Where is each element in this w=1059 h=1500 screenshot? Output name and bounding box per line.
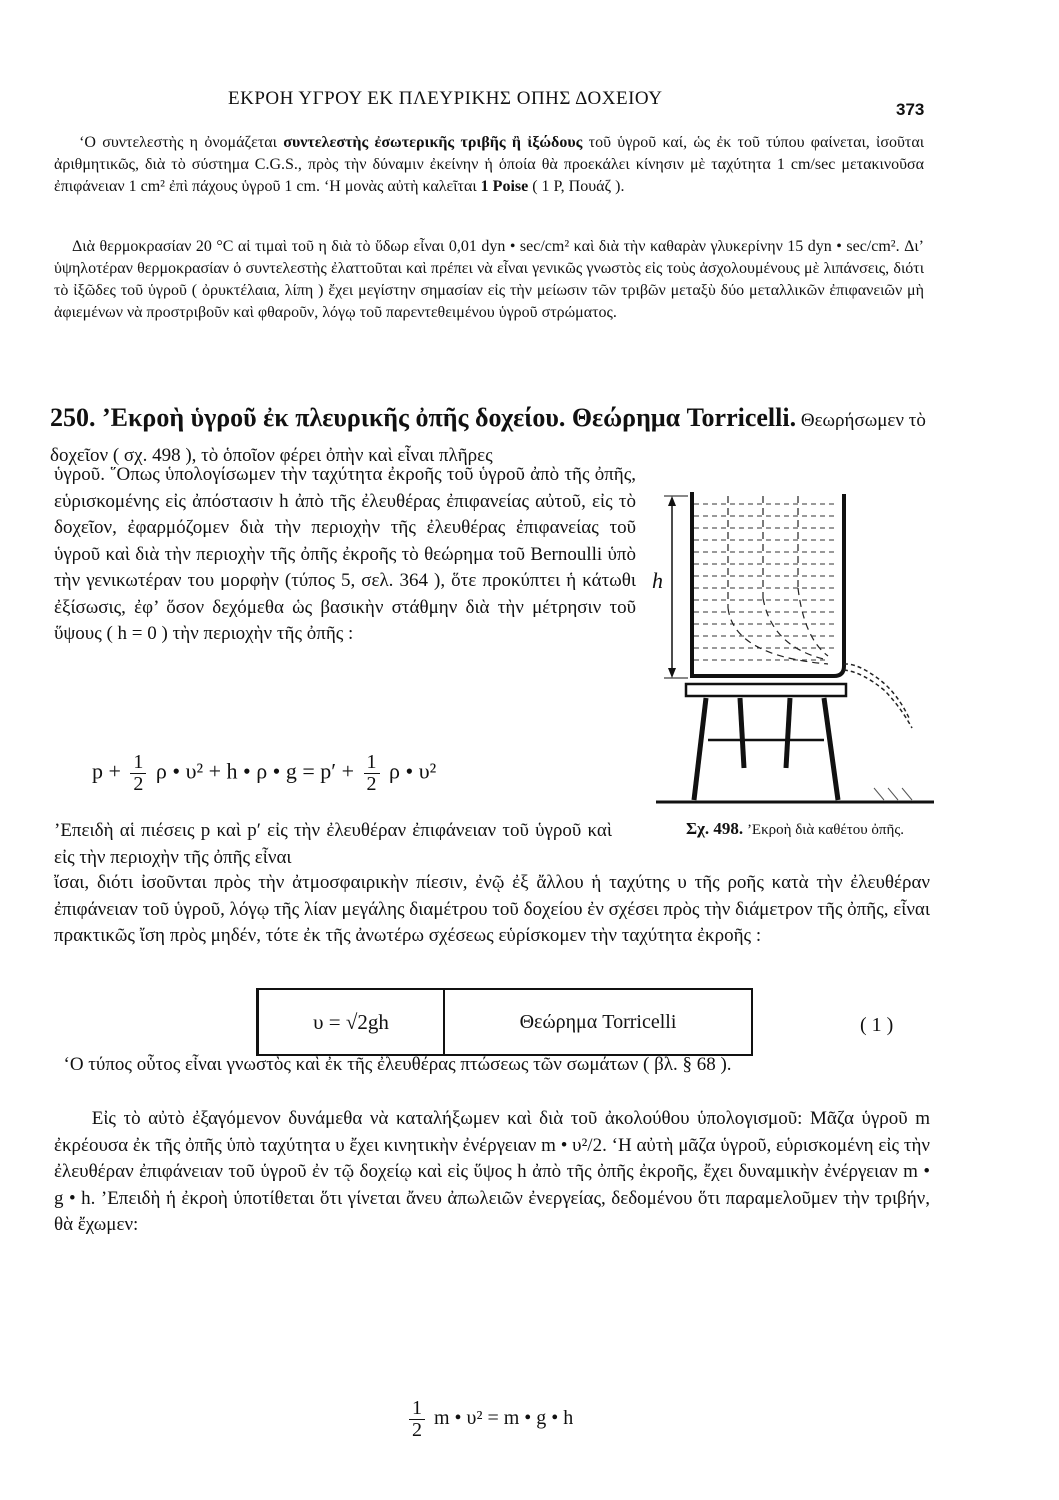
page-number: 373 bbox=[896, 100, 925, 119]
caption-label: Σχ. 498. bbox=[685, 819, 744, 838]
figure-caption bbox=[680, 818, 910, 841]
para1-text-b: τοῦ ὑγροῦ καί, ὡς ἐκ τοῦ τύπου φαίνεται, ἰσοῦται ἀριθμητικῶς, διὰ τὸ σύστημα C.G.S., πρὸς τὴν δύναμιν ἐκείνην ἡ ὁποία θὰ προεκάλει κίνησιν μὲ ταχύτητα 1 cm/sec μετακινοῦσα ἐπιφάνειαν 1 cm² ἐπὶ πάχους ὑγροῦ 1 cm. ‘Η μονὰς αὐτὴ καλεῖται bbox=[54, 134, 925, 195]
paragraph-bernoulli: ὑγροῦ. ῞Οπως ὑπολογίσωμεν τὴν ταχύτητα ἐκροῆς τοῦ ὑγροῦ ἀπὸ τῆς ὀπῆς, εὑρισκομένης εἰς ἀπόστασιν h ἀπὸ τῆς ἐλευθέρας ἐπιφανείας αὐτοῦ, εἰς τὸ δοχεῖον, ἐφαρμόζομεν διὰ τὴν περιοχὴν τῆς ἐλευθέρας ἐπιφανείας τοῦ ὑγροῦ καὶ διὰ τὴν περιοχὴν τῆς ὀπῆς ἐκροῆς τὸ θεώρημα τοῦ Bernoulli ὑπὸ τὴν γενικωτέραν του μορφὴν (τύπος 5, σελ. 364 ), ὅτε προκύπτει ἡ κάτωθι ἐξίσωσις, ἐφ’ ὅσον δεχόμεθα ὡς βασικὴν στάθμην διὰ τὴν μέτρησιν τοῦ ὕψους ( h = 0 ) τὴν περιοχὴν τῆς ὀπῆς : bbox=[54, 464, 636, 644]
stool-top bbox=[686, 684, 846, 696]
para2-text: Διὰ θερμοκρασίαν 20 °C αἱ τιμαὶ τοῦ η διὰ τὸ ὕδωρ εἶναι 0,01 dyn • sec/cm² καὶ διὰ τὴν καθαρὰν γλυκερίνην 15 dyn • sec/cm². Δι’ ὑψηλοτέραν θερμοκρασίαν ὁ συντελεστὴς ἐλαττοῦται καὶ πρέπει νὰ εἶναι γενικῶς γνωστὸς εἰς τοὺς ἀσχολουμένους μὲ λιπάνσεις, διότι τὸ ἰξῶδες τοῦ ὑγροῦ ( ὀρυκτέλαια, λίπη ) ἔχει μεγίστην σημασίαν εἰς τὴν μείωσιν τῶν τριβῶν μεταξὺ δύο μεταλλικῶν ἐπιφανειῶν μὴ ἀφιεμένων νὰ προστριβοῦν καὶ φθαροῦν, λόγῳ τοῦ παρεντεθειμένου ὑγροῦ στρώματος. bbox=[54, 238, 925, 321]
energy-equation bbox=[405, 1398, 573, 1441]
paragraph-pressures: ’Επειδὴ αἱ πιέσεις p καὶ p′ εἰς τὴν ἐλευθέραν ἐπιφάνειαν τοῦ ὑγροῦ καὶ εἰς τὴν περιοχὴν τῆς ὀπῆς εἶναι bbox=[54, 820, 612, 868]
term-poise: 1 Poise bbox=[480, 178, 529, 195]
torricelli-formula: υ = √2gh bbox=[259, 990, 445, 1054]
paragraph-free-fall: ‘Ο τύπος οὗτος εἶναι γνωστὸς καὶ ἐκ τῆς ἐλευθέρας πτώσεως τῶν σωμάτων ( βλ. § 68 ). bbox=[63, 1054, 732, 1075]
eq1-fraction-2: $\frac{1}{2}$ bbox=[364, 752, 380, 795]
eq1-right: ρ • υ² bbox=[389, 758, 437, 784]
paragraph-energy: Εἰς τὸ αὐτὸ ἐξαγόμενον δυνάμεθα νὰ καταλήξωμεν καὶ διὰ τοῦ ἀκολούθου ὑπολογισμοῦ: Μᾶζα ὑγροῦ m ἐκρέουσα ἐκ τῆς ὀπῆς ὑπὸ ταχύτητα υ ἔχει κινητικὴν ἐνέργειαν m • υ²/2. ‘Η αὐτὴ μᾶζα ὑγροῦ, εὑρισκομένη εἰς τὴν ἐλευθέραν ἐπιφάνειαν τοῦ ὑγροῦ ἐν τῷ δοχείῳ καὶ εἰς ὕψος h ἀπὸ τῆς ὀπῆς ἐκροῆς, ἔχει δυναμικὴν ἐνέργειαν m • g • h. ’Επειδὴ ἡ ἐκροὴ ὑποτίθεται ὅτι γίνεται ἄνευ ἀπωλειῶν ἐνεργείας, δεδομένου ὅτι παραμελοῦμεν τὴν τριβήν, θὰ ἔχωμεν: bbox=[54, 1108, 931, 1235]
section-title: 250. ’Εκροὴ ὑγροῦ ἐκ πλευρικῆς ὀπῆς δοχείου. Θεώρημα Torricelli. bbox=[50, 403, 797, 432]
paragraph-viscosity-definition bbox=[54, 132, 924, 198]
paragraph-velocity: ἴσαι, διότι ἰσοῦνται πρὸς τὴν ἀτμοσφαιρικὴν πίεσιν, ἐνῷ ἐξ ἄλλου ἡ ταχύτης υ τῆς ροῆς κατὰ τὴν ἐλευθέραν ἐπιφάνειαν τοῦ ὑγροῦ, λόγῳ τῆς λίαν μεγάλης διαμέτρου τοῦ δοχείου ἐν σχέσει πρὸς τὴν διάμετρον τῆς ὀπῆς, εἶναι πρακτικῶς ἴση πρὸς μηδέν, τότε ἐκ τῆς ἀνωτέρω σχέσεως εὑρίσκομεν τὴν ταχύτητα ἐκροῆς : bbox=[54, 872, 930, 946]
para1-text-a: ‘Ο συντελεστὴς η ὀνομάζεται bbox=[79, 134, 284, 151]
section-intro: Θεωρήσωμεν τὸ δοχεῖον ( σχ. 498 ), τὸ ὁποῖον φέρει ὀπὴν καὶ εἶναι πλῆρες bbox=[50, 410, 926, 466]
para1-text-c: ( 1 P, Πουάζ ). bbox=[528, 178, 625, 195]
flow-lines bbox=[728, 496, 828, 664]
torricelli-theorem-name: Θεώρημα Torricelli bbox=[519, 1010, 677, 1033]
eq1-middle: ρ • υ² + h • ρ • g = p′ + bbox=[155, 758, 355, 784]
eq1-fraction-1: $\frac{1}{2}$ bbox=[130, 752, 146, 795]
eq2-rest: m • υ² = m • g • h bbox=[434, 1407, 574, 1430]
stool-legs bbox=[694, 698, 838, 800]
paragraph-viscosity-values bbox=[54, 236, 924, 324]
bernoulli-equation bbox=[92, 752, 436, 795]
eq1-left: p + bbox=[92, 758, 121, 784]
torricelli-formula-box bbox=[256, 988, 753, 1056]
equation-number: ( 1 ) bbox=[860, 1014, 894, 1036]
eq2-fraction: $\frac{1}{2}$ bbox=[409, 1398, 425, 1441]
liquid-fill bbox=[694, 504, 834, 660]
term-viscosity: συντελεστὴς ἐσωτερικῆς τριβῆς ἢ ἰξώδους bbox=[283, 134, 583, 151]
height-label: h bbox=[652, 568, 663, 593]
caption-text: ’Εκροὴ διὰ καθέτου ὀπῆς. bbox=[743, 822, 905, 838]
vessel-outflow-figure bbox=[648, 488, 940, 808]
running-header: ΕΚΡΟΗ ΥΓΡΟΥ ΕΚ ΠΛΕΥΡΙΚΗΣ ΟΠΗΣ ΔΟΧΕΙΟΥ bbox=[228, 88, 663, 109]
